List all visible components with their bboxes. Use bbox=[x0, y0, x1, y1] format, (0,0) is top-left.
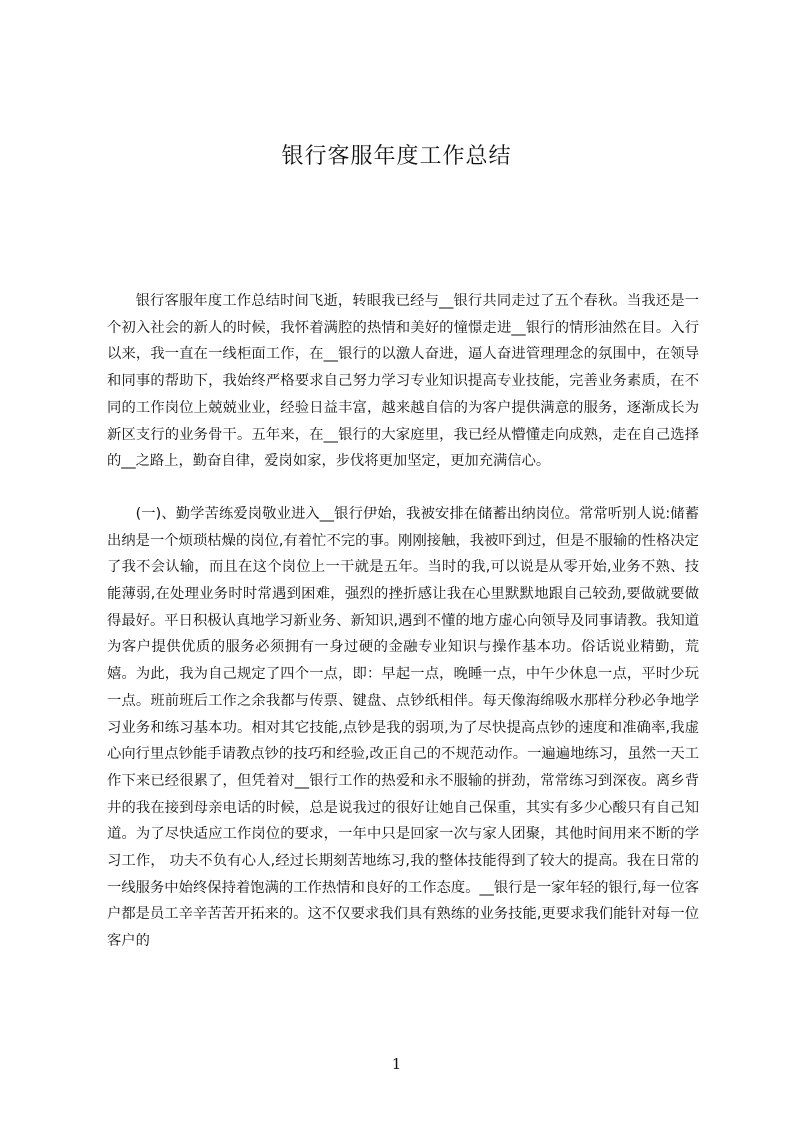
document-body bbox=[107, 288, 699, 955]
paragraph-section-one: (一)、勤学苦练爱岗敬业进入__银行伊始，我被安排在储蓄出纳岗位。常常听别人说:储蓄出纳是一个烦琐枯燥的岗位,有着忙不完的事。刚刚接触，我被吓到过，但是不服输的性格决定了我不会认输，而且在这个岗位上一干就是五年。当时的我,可以说是从零开始,业务不熟、技能薄弱,在处理业务时时常遇到困难，强烈的挫折感让我在心里默默地跟自己较劲,要做就要做得最好。平日积极认真地学习新业务、新知识,遇到不懂的地方虚心向领导及同事请教。我知道为客户提供优质的服务必须拥有一身过硬的金融专业知识与操作基本功。俗话说业精勤，荒嬉。为此，我为自己规定了四个一点，即：早起一点，晚睡一点，中午少休息一点，平时少玩一点。班前班后工作之余我都与传票、键盘、点钞纸相伴。每天像海绵吸水那样分秒必争地学习业务和练习基本功。相对其它技能,点钞是我的弱项,为了尽快提高点钞的速度和准确率,我虚心向行里点钞能手请教点钞的技巧和经验,改正自己的不规范动作。一遍遍地练习，虽然一天工作下来已经很累了，但凭着对__银行工作的热爱和永不服输的拼劲，常常练习到深夜。离乡背井的我在接到母亲电话的时候，总是说我过的很好让她自己保重，其实有多少心酸只有自己知道。为了尽快适应工作岗位的要求，一年中只是回家一次与家人团聚，其他时间用来不断的学习工作， 功夫不负有心人,经过长期刻苦地练习,我的整体技能得到了较大的提高。我在日常的一线服务中始终保持着饱满的工作热情和良好的工作态度。__银行是一家年轻的银行,每一位客户都是员工辛辛苦苦开拓来的。这不仅要求我们具有熟练的业务技能,更要求我们能针对每一位客户的 bbox=[107, 505, 699, 950]
paragraph-intro: 银行客服年度工作总结时间飞逝，转眼我已经与__银行共同走过了五个春秋。当我还是一个初入社会的新人的时候，我怀着满腔的热情和美好的憧憬走进__银行的情形油然在目。入行以来，我一直在一线柜面工作，在__银行的以激人奋进，逼人奋进管理理念的氛围中，在领导和同事的帮助下，我始终严格要求自己努力学习专业知识提高专业技能，完善业务素质，在不同的工作岗位上兢兢业业，经验日益丰富，越来越自信的为客户提供满意的服务，逐渐成长为新区支行的业务骨干。五年来，在__银行的大家庭里，我已经从懵懂走向成熟，走在自己选择的__之路上，勤奋自律，爱岗如家，步伐将更加坚定，更加充满信心。 bbox=[107, 293, 699, 470]
document-title: 银行客服年度工作总结 bbox=[281, 144, 512, 169]
page-number: 1 bbox=[391, 1055, 402, 1073]
